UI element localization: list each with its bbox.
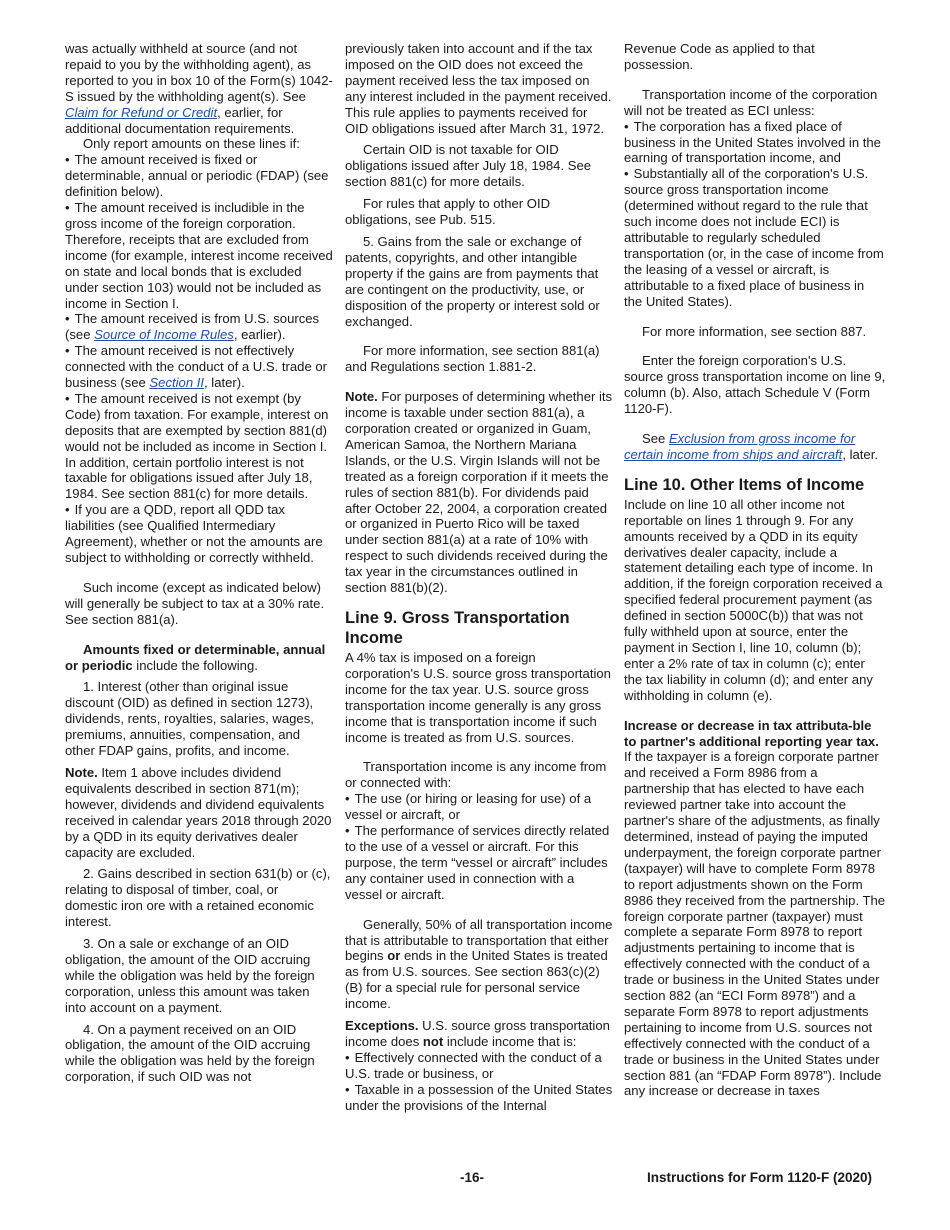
paragraph: was actually withheld at source (and not repaid to you by the withholding agent), as reported to you in box 10 of the Form(s) 1042-S issued by the withholding agent(s). See Claim for Refund or Credit, earlier, for additional documentation requirements. [65,41,333,136]
paragraph: Transportation income is any income from or connected with: [345,759,607,791]
column-3 [624,41,886,1099]
bullet-item: • The performance of services directly related to the use of a vessel or aircraft. For this purpose, the term “vessel or aircraft” includes any container used in connection with a vessel or aircraft. [345,823,613,903]
numbered-item: 5. Gains from the sale or exchange of patents, copyrights, and other intangible property if the gains are from payments that are contingent on the productivity, use, or disposition of the property or interest sold or exchanged. [345,233,600,329]
page-number: -16- [460,1170,485,1185]
paragraph: For rules that apply to other OID obligations, see Pub. 515. [345,196,551,228]
link-claim-for-refund[interactable]: Claim for Refund or Credit [65,104,218,120]
bullet-item: • The amount received is not effectively connected with the conduct of a U.S. trade or business (see Section II, later). [65,343,333,391]
section-heading-line-10: Line 10. Other Items of Income [624,475,865,494]
paragraph: Transportation income of the corporation will not be treated as ECI unless: [624,86,878,118]
bullet-item: • If you are a QDD, report all QDD tax liabilities (see Qualified Intermediary Agreement), whether or not the amounts are subject to withholding or correctly withheld. [65,502,333,566]
bullet-item: • The amount received is fixed or determinable, annual or periodic (FDAP) (see definition below). [65,152,333,200]
document-title-footer: Instructions for Form 1120-F (2020) [647,1170,873,1185]
bullet-item: • The amount received is not exempt (by Code) from taxation. For example, interest on deposits that are exempted by section 881(d) would not be included as income in Section I. In addition, certain portfolio interest is not taxable for obligations issued after July 18, 1984. See section 881(c) for more details. [65,391,333,502]
paragraph: Certain OID is not taxable for OID obligations issued after July 18, 1984. See section 881(c) for more details. [345,142,592,190]
paragraph: For more information, see section 887. [642,323,867,339]
numbered-item: 2. Gains described in section 631(b) or (c), relating to disposal of timber, coal, or domestic iron ore with a retained economic interest. [65,866,331,930]
note: Note. Item 1 above includes dividend equivalents described in section 871(m); however, dividends and dividend equivalents received in calendar years 2018 through 2020 by a QDD in its equity derivatives dealer capacity are excluded. [65,764,332,860]
paragraph: Such income (except as indicated below) will generally be subject to tax at a 30% rate. See section 881(a). [65,579,325,627]
bullet-item: • Substantially all of the corporation's U.S. source gross transportation income (determined without regard to the rule that such income does not include ECI) is attributable to regularly scheduled transportation (or, in the case of income from the leasing of a vessel or aircraft, is attributable to a fixed place of business in the United States). [624,166,886,309]
link-exclusion-ships-aircraft[interactable]: Exclusion from gross income for certain income from ships and aircraft [624,431,856,462]
section-heading-line-9: Line 9. Gross Transportation Income [345,609,570,647]
bullet-item: • Taxable in a possession of the United States under the provisions of the Internal [345,1082,613,1114]
paragraph: Only report amounts on these lines if: [83,136,300,152]
numbered-item: 1. Interest (other than original issue discount (OID) as defined in section 1273), dividends, rents, royalties, salaries, wages, premiums, annuities, compensation, and other FDAP gains, profits, and income. [65,679,314,759]
paragraph: Amounts fixed or determinable, annual or periodic include the following. [65,641,326,673]
paragraph: See Exclusion from gross income for certain income from ships and aircraft, later. [624,431,878,462]
paragraph: Generally, 50% of all transportation income that is attributable to transportation that either begins or ends in the United States is treated as from U.S. sources. See section 863(c)(2)(B) for a special rule for personal service income. [345,916,613,1012]
exceptions-paragraph: Exceptions. U.S. source gross transportation income does not include income that is: [345,1018,610,1049]
paragraph: For more information, see section 881(a) and Regulations section 1.881-2. [345,343,600,375]
bullet-item: • The use (or hiring or leasing for use) of a vessel or aircraft, or [345,791,613,823]
bullet-item: • Effectively connected with the conduct of a U.S. trade or business, or [345,1050,613,1082]
bullet-item: • The amount received is from U.S. sources (see Source of Income Rules, earlier). [65,311,333,343]
column-1 [65,41,333,1085]
paragraph: A 4% tax is imposed on a foreign corporation's U.S. source gross transportation income for the tax year. U.S. source gross transportation income generally is any gross income that is transportation income if such income is treated as from U.S. sources. [345,650,611,745]
paragraph: Increase or decrease in tax attributa-ble to partner's additional reporting year tax. If the taxpayer is a foreign corporate partner and received a Form 8986 from a partnership that has elected to have each reviewed partner take into account the partner's share of the adjustments, as finally determined, instead of paying the imputed underpayment, the foreign corporate partner (taxpayer) will have to complete Form 8978 to report adjustments shown on the Form 8986 they received from the partnership. The foreign corporate partner (taxpayer) must complete a separate Form 8978 to report adjustments pertaining to income that is effectively connected with the conduct of a trade or business in the United States under section 882 (an “ECI Form 8978”) and a separate Form 8978 to report adjustments pertaining to income from U.S. sources not effectively connected with the conduct of a trade or business in the United States under section 881 (an “FDAP Form 8978”). Include any increase or decrease in taxes [624,717,886,1099]
link-section-ii[interactable]: Section II [149,375,205,391]
note: Note. For purposes of determining whether its income is taxable under section 881(a), a corporation created or organized in Guam, American Samoa, the Northern Mariana Islands, or the U.S. Virgin Islands will not be treated as a foreign corporation if it meets the rules of section 881(b). For dividends paid after October 22, 2004, a corporation created or organized in Puerto Rico will be taxed under section 881(a) at a rate of 10% with respect to such dividends received during the tax year in the circumstances outlined in section 881(b)(2). [345,389,613,596]
link-source-of-income-rules[interactable]: Source of Income Rules [94,327,234,343]
column-2 [345,41,613,1113]
paragraph: Revenue Code as applied to that possession. [624,41,815,72]
paragraph: Include on line 10 all other income not reportable on lines 1 through 9. For any amounts received by a QDD in its equity derivatives dealer capacity, include a statement detailing each type of income. In addition, if the foreign corporation received a specified federal procurement payment (as defined in section 5000C(b)) that was not fully withheld upon at source, enter the payment in Section I, line 10, column (b); enter a 2% rate of tax in column (c); enter the tax liability in column (d); and enter any withholding in column (e). [624,496,883,703]
bullet-item: • The amount received is includible in the gross income of the foreign corporation. Therefore, receipts that are excluded from income (for example, interest income received on state and local bonds that is excluded under section 103) would not be included as income in Section I. [65,200,333,311]
numbered-item: 3. On a sale or exchange of an OID obligation, the amount of the OID accruing while the obligation was held by the foreign corporation, unless this amount was taken into account on a payment. [65,936,315,1015]
paragraph: previously taken into account and if the tax imposed on the OID does not exceed the payment received less the tax imposed on any interest included in the payment received. This rule applies to payments received for OID obligations issued after March 31, 1972. [345,41,612,136]
numbered-item: 4. On a payment received on an OID obligation, the amount of the OID accruing while the obligation was held by the foreign corporation, if such OID was not [65,1021,315,1085]
bullet-item: • The corporation has a fixed place of business in the United States involved in the earning of transportation income, and [624,119,886,167]
paragraph: Enter the foreign corporation's U.S. source gross transportation income on line 9, column (b). Also, attach Schedule V (Form 1120-F). [624,353,886,417]
